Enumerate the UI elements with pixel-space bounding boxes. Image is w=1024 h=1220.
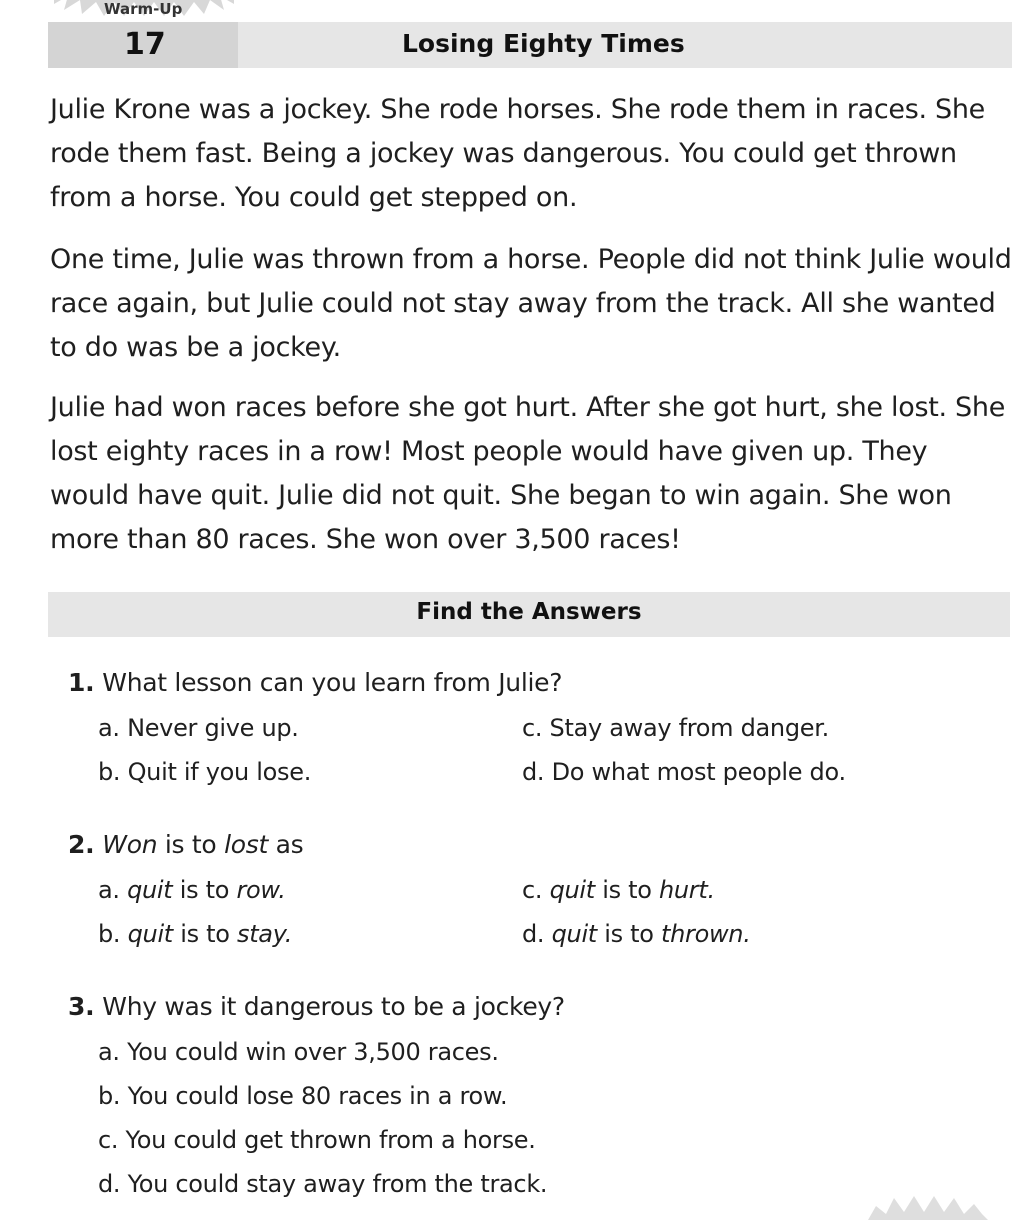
- question-text: What lesson can you learn from Julie?: [102, 668, 563, 697]
- option-letter: d.: [522, 920, 552, 948]
- passage-paragraph-2: One time, Julie was thrown from a horse. People did not think Julie would race again, but Julie could not stay away from the track. All she wanted to do was be a jockey.: [50, 244, 1012, 363]
- question-text: as: [267, 830, 304, 859]
- option-letter: c.: [522, 876, 550, 904]
- answer-option[interactable]: [98, 876, 286, 904]
- option-word: stay.: [236, 920, 293, 948]
- question-word: lost: [224, 830, 268, 859]
- question-2: [68, 830, 303, 859]
- option-word: thrown.: [660, 920, 751, 948]
- option-word: quit: [551, 920, 597, 948]
- option-word: hurt.: [658, 876, 715, 904]
- question-text: Why was it dangerous to be a jockey?: [102, 992, 565, 1021]
- option-letter: b.: [98, 920, 128, 948]
- option-text: is to: [172, 876, 237, 904]
- section-header: [48, 592, 1010, 637]
- answer-option[interactable]: a. You could win over 3,500 races.: [98, 1038, 499, 1066]
- answer-option[interactable]: [522, 876, 715, 904]
- answer-option[interactable]: [522, 920, 751, 948]
- option-word: quit: [549, 876, 595, 904]
- option-text: is to: [596, 920, 661, 948]
- question-number: 2.: [68, 830, 95, 859]
- option-text: is to: [594, 876, 659, 904]
- section-title: Find the Answers: [416, 599, 642, 625]
- passage-paragraph-3: Julie had won races before she got hurt. After she got hurt, she lost. She lost eighty races in a row! Most people would have given up. They would have quit. Julie did not quit. She began to win again. She won more than 80 races. She won over 3,500 races!: [50, 392, 1006, 555]
- question-1: [68, 668, 562, 697]
- answer-option[interactable]: [98, 920, 292, 948]
- question-text: is to: [157, 830, 225, 859]
- option-word: quit: [127, 876, 173, 904]
- answer-option[interactable]: d. Do what most people do.: [522, 758, 846, 786]
- question-number: 1.: [68, 668, 95, 697]
- page-title: Losing Eighty Times: [402, 29, 685, 58]
- warm-up-badge: Warm-Up: [104, 0, 183, 18]
- answer-option[interactable]: b. Quit if you lose.: [98, 758, 312, 786]
- warm-up-number-cell: [48, 22, 238, 68]
- burst-decoration-bottom: [868, 1190, 988, 1220]
- question-word: Won: [102, 830, 158, 859]
- answer-option[interactable]: c. Stay away from danger.: [522, 714, 829, 742]
- answer-option[interactable]: b. You could lose 80 races in a row.: [98, 1082, 508, 1110]
- option-word: quit: [127, 920, 173, 948]
- option-letter: a.: [98, 876, 128, 904]
- answer-option[interactable]: d. You could stay away from the track.: [98, 1170, 548, 1198]
- warm-up-number: 17: [124, 27, 166, 62]
- option-word: row.: [236, 876, 286, 904]
- option-text: is to: [172, 920, 237, 948]
- answer-option[interactable]: a. Never give up.: [98, 714, 299, 742]
- question-3: [68, 992, 565, 1021]
- passage-paragraph-1: Julie Krone was a jockey. She rode horses. She rode them in races. She rode them fast. Being a jockey was dangerous. You could get thrown from a horse. You could get stepped on.: [50, 94, 985, 213]
- answer-option[interactable]: c. You could get thrown from a horse.: [98, 1126, 536, 1154]
- question-number: 3.: [68, 992, 95, 1021]
